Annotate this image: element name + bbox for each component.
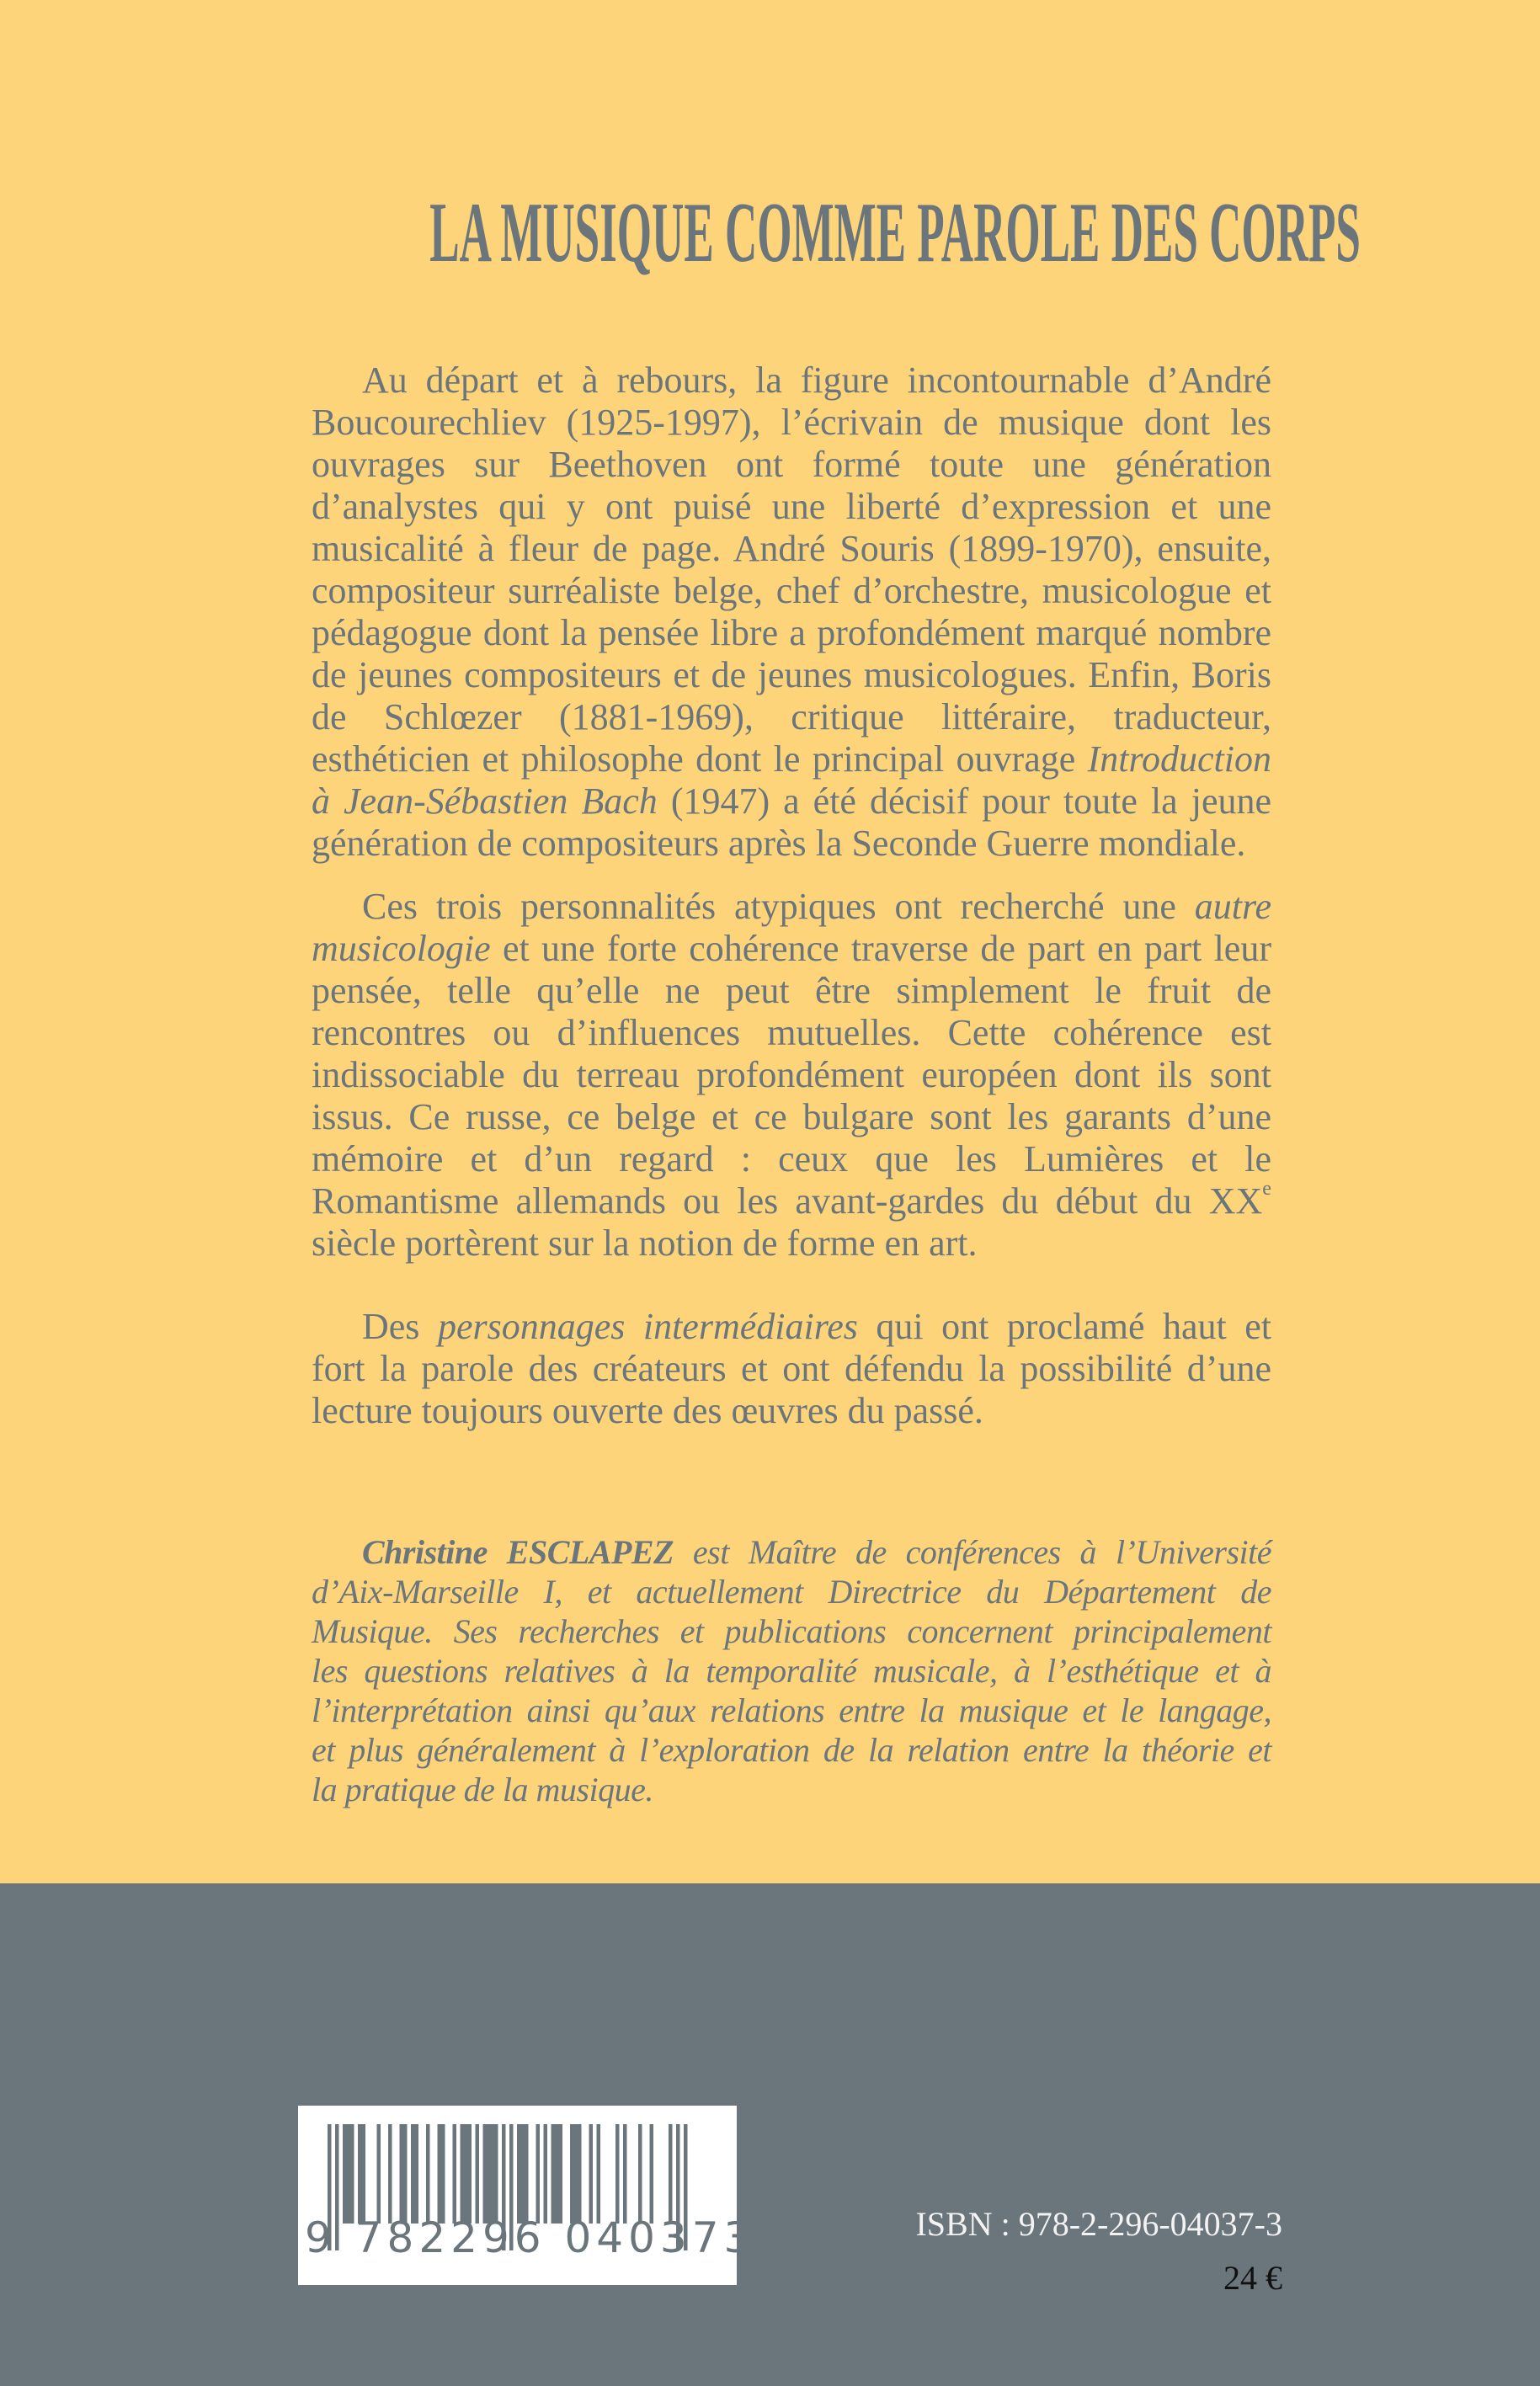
barcode-bar (476, 2124, 480, 2224)
barcode-bar (517, 2124, 521, 2224)
cover-gray-band (0, 1883, 1540, 2386)
text-segment: pensée, telle qu’elle ne peut être simplement le fruit de (312, 970, 1271, 1011)
barcode-bar (438, 2124, 442, 2224)
text-line (312, 1348, 1271, 1390)
barcode-bar (461, 2124, 465, 2224)
text-line (312, 444, 1271, 486)
barcode-bar (358, 2124, 362, 2224)
text-segment: d’analystes qui y ont puisé une liberté d’expression et une (312, 486, 1271, 527)
text-line (312, 1177, 1271, 1222)
text-segment: Musique. Ses recherches et publications concernent principalement (312, 1612, 1271, 1650)
text-line (312, 402, 1271, 444)
blurb-paragraph-1 (312, 359, 1271, 865)
text-line (312, 1012, 1271, 1054)
text-segment: d’Aix-Marseille I, et actuellement Directrice du Département de (312, 1573, 1271, 1611)
text-segment: indissociable du terreau profondément européen dont ils sont (312, 1054, 1271, 1095)
barcode-bar (597, 2124, 601, 2224)
text-line (312, 612, 1271, 654)
barcode-bar (464, 2124, 468, 2224)
barcode-bar (521, 2124, 525, 2224)
text-segment: musicalité à fleur de page. André Souris (1899-1970), ensuite, (312, 528, 1271, 569)
text-segment: Romantisme allemands ou les avant-gardes du début du XX (312, 1180, 1263, 1222)
text-line (312, 1222, 1271, 1265)
text-segment: génération de compositeurs après la Seconde Guerre mondiale. (312, 823, 1246, 864)
barcode-bar (525, 2124, 529, 2224)
text-line (312, 1532, 1271, 1572)
text-segment: et une forte cohérence traverse de part en part leur (490, 928, 1271, 969)
barcode-bar (411, 2124, 415, 2224)
text-line (312, 570, 1271, 612)
text-line (312, 886, 1271, 928)
text-segment: mémoire et d’un regard : ceux que les Lumières et le (312, 1138, 1271, 1180)
barcode-bar (347, 2124, 351, 2224)
blurb-paragraph-3 (312, 1306, 1271, 1432)
text-line (312, 1572, 1271, 1611)
barcode-bar (343, 2124, 347, 2224)
barcode-bar (552, 2124, 556, 2224)
text-segment: la pratique de la musique. (312, 1771, 653, 1808)
barcode-bar (491, 2124, 495, 2224)
text-segment: à Jean-Sébastien Bach (312, 780, 658, 822)
text-segment: Ces trois personnalités atypiques ont recherché une (362, 886, 1195, 927)
text-segment: rencontres ou d’influences mutuelles. Cette cohérence est (312, 1012, 1271, 1053)
text-segment: Des (362, 1306, 438, 1347)
text-line (312, 1651, 1271, 1691)
barcode-bar (559, 2124, 563, 2224)
text-line (312, 1054, 1271, 1096)
barcode-bar (650, 2124, 654, 2224)
barcode-bar (415, 2124, 419, 2224)
barcode-bar (426, 2124, 430, 2224)
text-segment: Boucourechliev (1925-1997), l’écrivain de musique dont les (312, 402, 1271, 443)
text-segment: esthéticien et philosophe dont le principal ouvrage (312, 738, 1088, 780)
barcode-bar (578, 2124, 582, 2224)
text-segment: compositeur surréaliste belge, chef d’orchestre, musicologue et (312, 570, 1271, 611)
text-segment: l’interprétation ainsi qu’aux relations entre la musique et le langage, (312, 1691, 1271, 1729)
text-segment: ouvrages sur Beethoven ont formé toute une génération (312, 444, 1271, 485)
text-segment: Au départ et à rebours, la figure incontournable d’André (362, 359, 1271, 401)
text-segment: e (1262, 1177, 1271, 1201)
text-segment: (1947) a été décisif pour toute la jeune (657, 780, 1272, 822)
barcode-bar (669, 2124, 673, 2224)
barcode-bar (494, 2124, 498, 2224)
text-line (312, 1096, 1271, 1138)
text-line (312, 780, 1271, 823)
barcode-bar (441, 2124, 445, 2224)
text-segment: fort la parole des créateurs et ont défendu la possibilité d’une (312, 1348, 1271, 1389)
barcode-bar (403, 2124, 408, 2224)
book-title (0, 187, 1540, 280)
text-line (312, 1730, 1271, 1770)
text-segment: pédagogue dont la pensée libre a profondément marqué nombre (312, 612, 1271, 653)
barcode-bar (574, 2124, 578, 2224)
barcode-bar (400, 2124, 404, 2224)
barcode-digits: 9 782296 040373 (305, 2213, 756, 2262)
text-segment: est Maître de conférences à l’Université (674, 1533, 1271, 1571)
text-line (312, 823, 1271, 865)
barcode (298, 2106, 756, 2285)
text-segment: lecture toujours ouverte des œuvres du passé. (312, 1390, 983, 1431)
barcode-bar (377, 2124, 381, 2224)
text-segment: siècle portèrent sur la notion de forme en art. (312, 1222, 978, 1264)
text-segment: qui ont proclamé haut et (857, 1306, 1271, 1347)
text-line (312, 359, 1271, 402)
book-title-text: LA MUSIQUE COMME PAROLE DES CORPS (429, 185, 1361, 280)
text-line (312, 1390, 1271, 1432)
text-line (312, 928, 1271, 970)
text-segment: de Schlœzer (1881-1969), critique littéraire, traducteur, (312, 696, 1271, 738)
barcode-bar (589, 2124, 594, 2224)
text-segment: et plus généralement à l’exploration de la relation entre la théorie et (312, 1731, 1271, 1769)
text-line (312, 696, 1271, 738)
text-segment: personnages intermédiaires (437, 1306, 858, 1347)
text-segment: les questions relatives à la temporalité musicale, à l’esthétique et à (312, 1652, 1271, 1690)
barcode-bar (388, 2124, 392, 2224)
barcode-bar (487, 2124, 491, 2224)
text-line (312, 1306, 1271, 1348)
barcode-bar (483, 2124, 488, 2224)
text-line (312, 1611, 1271, 1651)
text-line (312, 738, 1271, 780)
author-bio (312, 1532, 1271, 1809)
isbn: ISBN : 978-2-296-04037-3 (915, 2205, 1282, 2243)
barcode-bar (468, 2124, 472, 2224)
barcode-bar (555, 2124, 559, 2224)
barcode-bar (623, 2124, 627, 2224)
barcode-bar (638, 2124, 642, 2224)
price: 24 € (1223, 2259, 1282, 2297)
text-segment: musicologie (312, 928, 491, 969)
barcode-bar (544, 2124, 548, 2224)
blurb-paragraph-2 (312, 886, 1271, 1265)
text-line (312, 1691, 1271, 1730)
text-line (312, 528, 1271, 570)
text-segment: issus. Ce russe, ce belge et ce bulgare sont les garants d’une (312, 1096, 1271, 1137)
barcode-bar (362, 2124, 366, 2224)
author-name: Christine ESCLAPEZ (362, 1533, 674, 1571)
text-segment: Introduction (1087, 738, 1271, 780)
barcode-bar (615, 2124, 620, 2224)
barcode-bar (536, 2124, 541, 2224)
barcode-bar (453, 2124, 457, 2224)
text-line (312, 654, 1271, 696)
text-segment: autre (1194, 886, 1271, 927)
text-line (312, 1770, 1271, 1809)
text-line (312, 970, 1271, 1012)
barcode-bar (570, 2124, 574, 2224)
text-line (312, 1138, 1271, 1180)
barcode-bar (350, 2124, 354, 2224)
text-line (312, 486, 1271, 528)
text-segment: de jeunes compositeurs et de jeunes musicologues. Enfin, Boris (312, 654, 1271, 695)
